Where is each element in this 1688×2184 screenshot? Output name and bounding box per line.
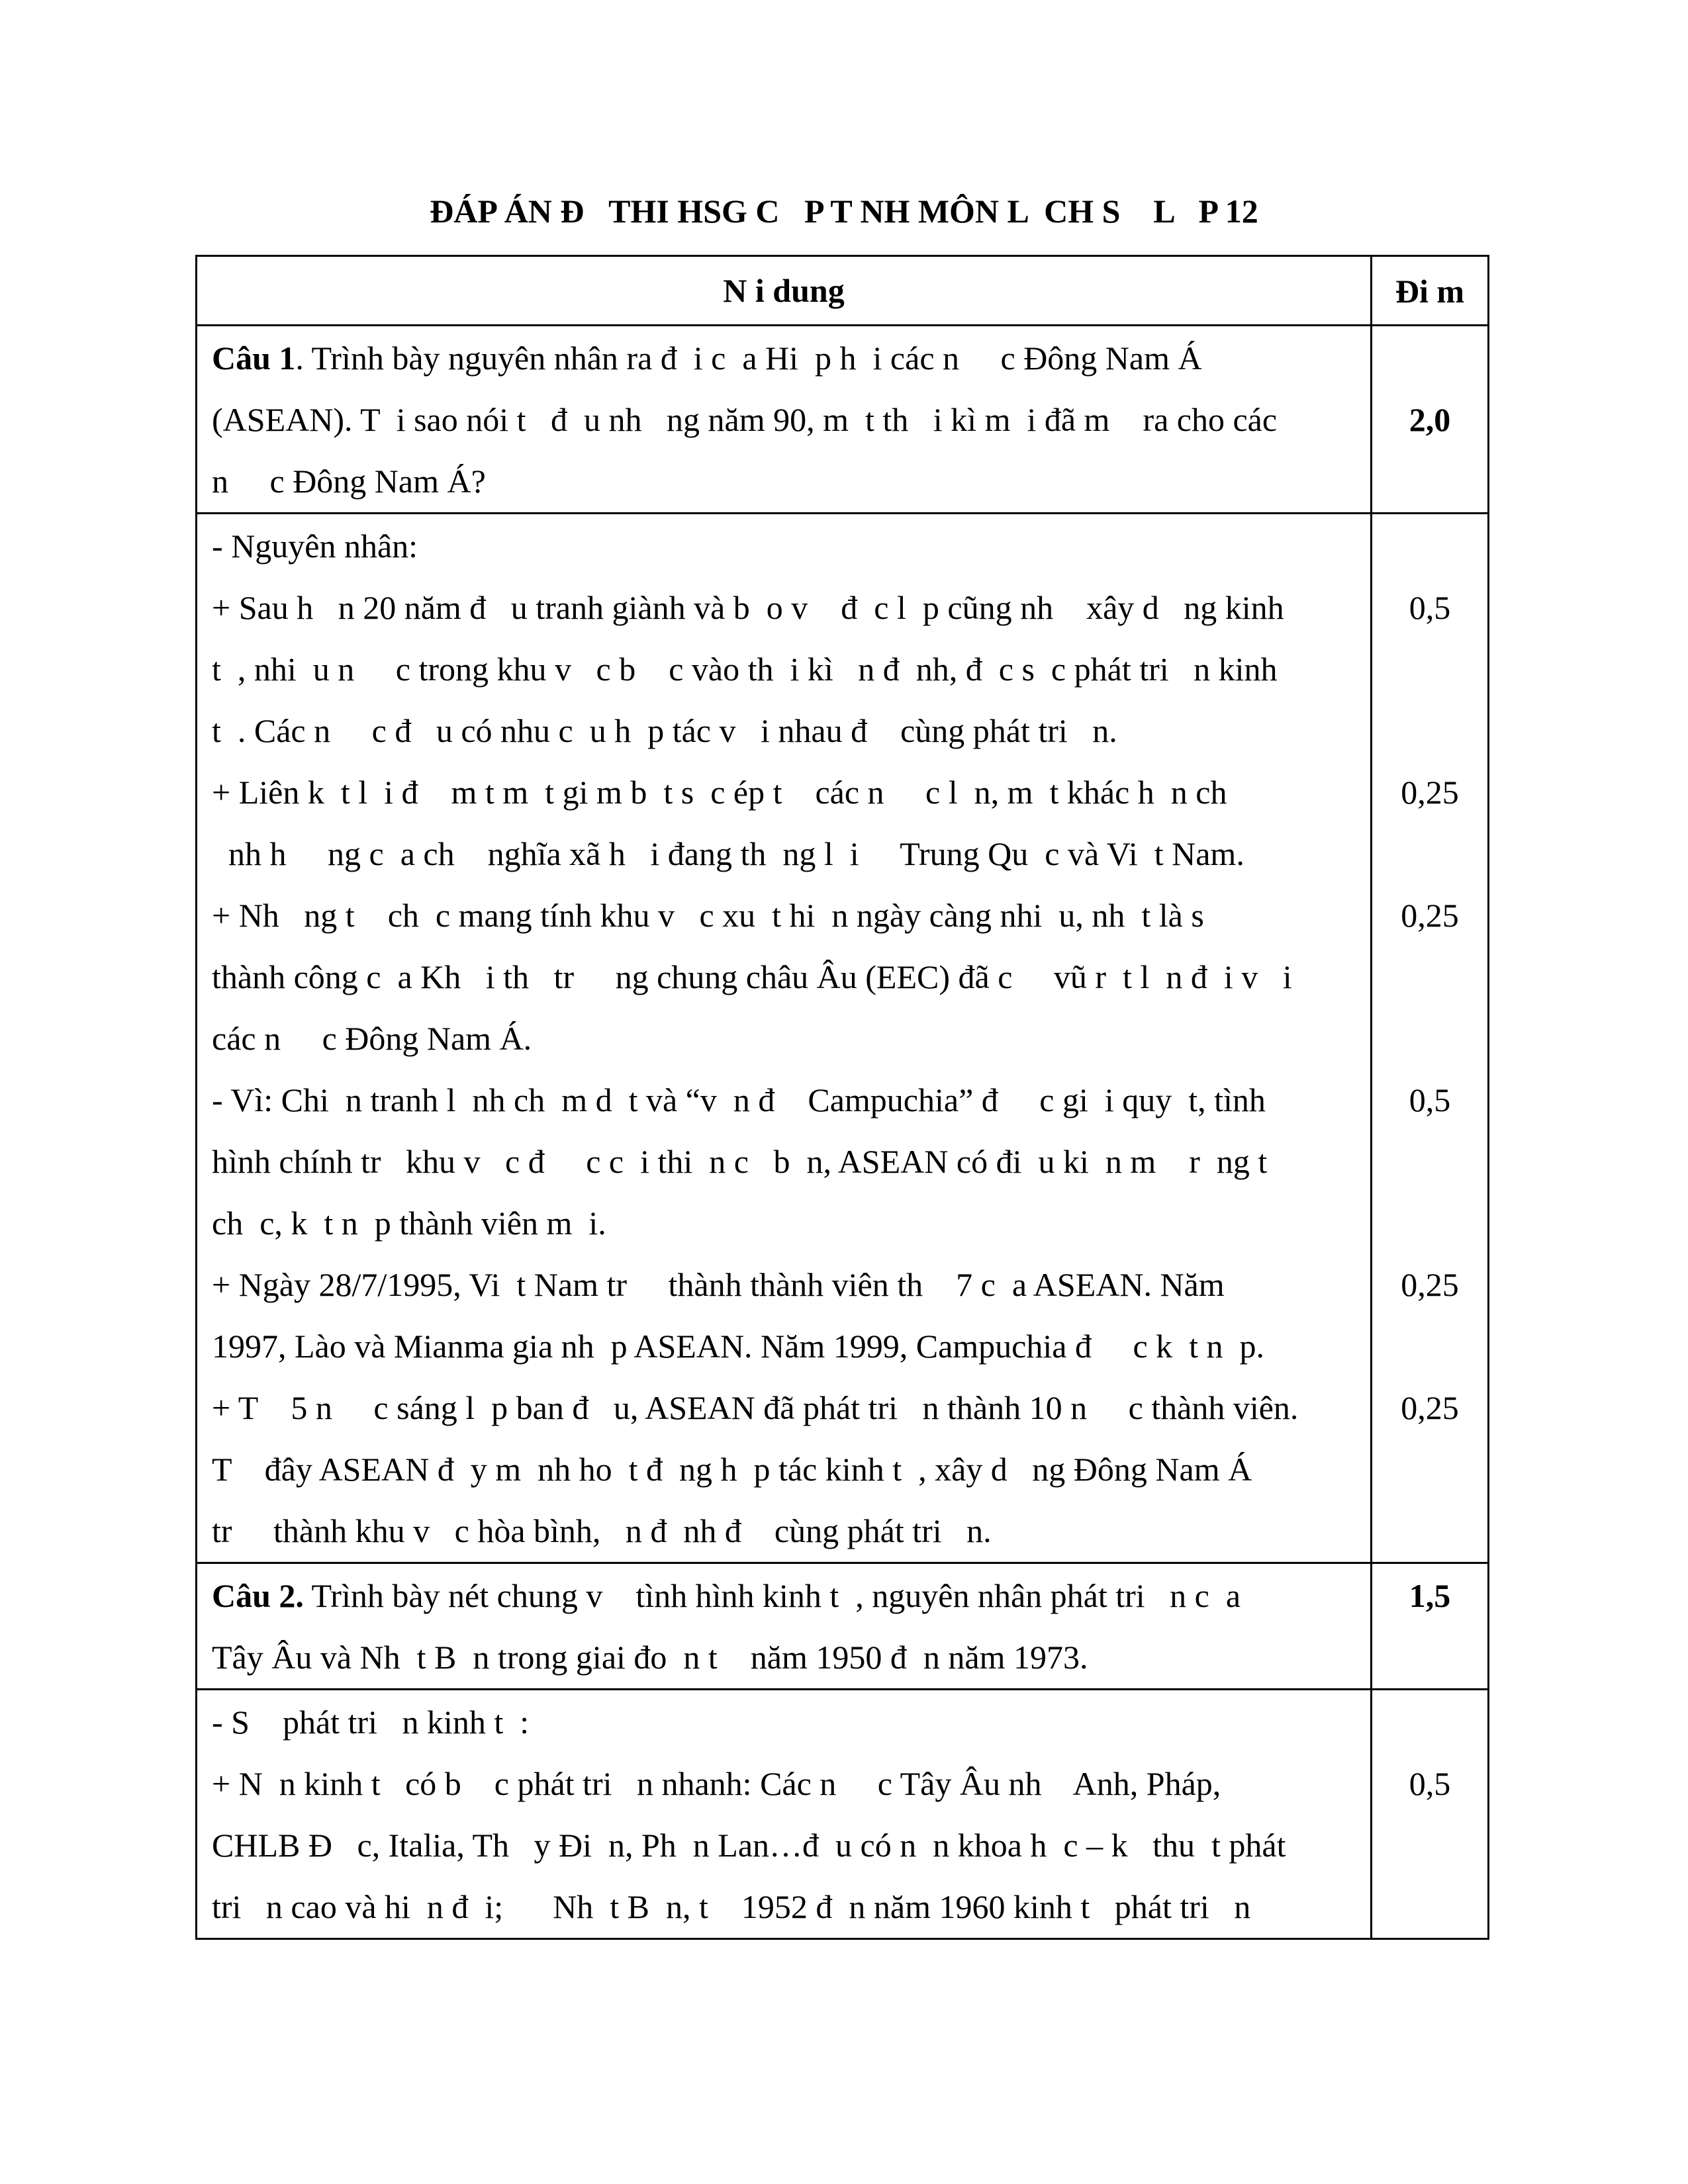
q1-line-1 — [212, 328, 1356, 389]
q2-line-1-text: Trình bày nét chung v tình hình kinh t , nguyên nhân phát tri n c a — [303, 1577, 1241, 1614]
answer-1-scores — [1372, 514, 1489, 1563]
q2-score: 1,5 — [1372, 1563, 1489, 1690]
a1-score-8 — [1372, 946, 1487, 1008]
a1-score-1 — [1372, 516, 1487, 577]
a1-line-5: + Liên k t l i đ m t m t gi m b t s c ép t các n c l n, m t khác h n ch — [212, 774, 1227, 811]
a2-line-1: - S phát tri n kinh t : — [212, 1704, 530, 1741]
answer-1-row — [197, 514, 1489, 1563]
answer-2-scores — [1372, 1690, 1489, 1939]
a1-line-4: t . Các n c đ u có nhu c u h p tác v i nhau đ cùng phát tri n. — [212, 712, 1117, 749]
a1-line-17: tr thành khu v c hòa bình, n đ nh đ cùng phát tri n. — [212, 1512, 992, 1549]
a1-line-6: nh h ng c a ch nghĩa xã h i đang th ng l i Trung Qu c và Vi t Nam. — [212, 835, 1244, 872]
a1-score-6 — [1372, 823, 1487, 885]
a1-line-16: T đây ASEAN đ y m nh ho t đ ng h p tác kinh t , xây d ng Đông Nam Á — [212, 1451, 1252, 1488]
answer-1-text — [197, 514, 1372, 1563]
answer-2-row — [197, 1690, 1489, 1939]
a1-score-17 — [1372, 1500, 1487, 1562]
a1-line-7: + Nh ng t ch c mang tính khu v c xu t hi n ngày càng nhi u, nh t là s — [212, 897, 1204, 934]
a1-score-14 — [1372, 1316, 1487, 1377]
q1-line-1-text: . Trình bày nguyên nhân ra đ i c a Hi p h i các n c Đông Nam Á — [295, 340, 1202, 377]
a1-score-2: 0,5 — [1409, 589, 1451, 626]
answer-table — [195, 255, 1489, 1940]
q2-label: Câu 2. — [212, 1577, 304, 1614]
q2-line-2: Tây Âu và Nh t B n trong giai đo n t năm 1950 đ n năm 1973. — [212, 1639, 1088, 1676]
a1-line-3: t , nhi u n c trong khu v c b c vào th i kì n đ nh, đ c s c phát tri n kinh — [212, 651, 1278, 688]
a1-score-15: 0,25 — [1401, 1389, 1459, 1426]
q1-line-2: (ASEAN). T i sao nói t đ u nh ng năm 90, m t th i kì m i đã m ra cho các — [212, 401, 1278, 438]
a1-line-12: ch c, k t n p thành viên m i. — [212, 1205, 606, 1242]
question-1-row — [197, 326, 1489, 514]
a1-score-5: 0,25 — [1401, 774, 1459, 811]
a1-line-15: + T 5 n c sáng l p ban đ u, ASEAN đã phát tri n thành 10 n c thành viên. — [212, 1389, 1299, 1426]
a2-line-4: tri n cao và hi n đ i; Nh t B n, t 1952 đ n năm 1960 kinh t phát tri n — [212, 1888, 1251, 1925]
page-title: ĐÁP ÁN Đ THI HSG C P T NH MÔN L CH S L P 12 — [430, 193, 1258, 230]
a1-score-7: 0,25 — [1401, 897, 1459, 934]
a1-score-12 — [1372, 1193, 1487, 1254]
a1-score-16 — [1372, 1439, 1487, 1500]
a1-score-3 — [1372, 639, 1487, 700]
a1-score-9 — [1372, 1008, 1487, 1069]
a1-line-9: các n c Đông Nam Á. — [212, 1020, 532, 1057]
a1-score-4 — [1372, 700, 1487, 762]
header-content: N i dung — [197, 256, 1372, 326]
a2-line-3: CHLB Đ c, Italia, Th y Đi n, Ph n Lan…đ u có n n khoa h c – k thu t phát — [212, 1827, 1286, 1864]
a2-score-1 — [1372, 1692, 1487, 1753]
q1-label: Câu 1 — [212, 340, 296, 377]
q2-line-1 — [212, 1565, 1356, 1627]
a1-line-2: + Sau h n 20 năm đ u tranh giành và b o v đ c l p cũng nh xây d ng kinh — [212, 589, 1284, 626]
question-1-text — [197, 326, 1372, 514]
a1-score-10: 0,5 — [1409, 1081, 1451, 1118]
question-2-text — [197, 1563, 1372, 1690]
a1-line-8: thành công c a Kh i th tr ng chung châu Âu (EEC) đã c vũ r t l n đ i v i — [212, 958, 1292, 995]
a2-score-3 — [1372, 1815, 1487, 1876]
a1-line-14: 1997, Lào và Mianma gia nh p ASEAN. Năm 1999, Campuchia đ c k t n p. — [212, 1328, 1265, 1365]
a1-line-10: - Vì: Chi n tranh l nh ch m d t và “v n đ Campuchia” đ c gi i quy t, tình — [212, 1081, 1266, 1118]
a1-line-13: + Ngày 28/7/1995, Vi t Nam tr thành thành viên th 7 c a ASEAN. Năm — [212, 1266, 1225, 1303]
answer-2-text — [197, 1690, 1372, 1939]
a1-score-11 — [1372, 1131, 1487, 1193]
a1-line-11: hình chính tr khu v c đ c c i thi n c b n, ASEAN có đi u ki n m r ng t — [212, 1143, 1268, 1180]
a2-score-2: 0,5 — [1409, 1765, 1451, 1802]
a1-line-1: - Nguyên nhân: — [212, 527, 418, 565]
header-score: Đi m — [1372, 256, 1489, 326]
a2-line-2: + N n kinh t có b c phát tri n nhanh: Các n c Tây Âu nh Anh, Pháp, — [212, 1765, 1221, 1802]
a1-score-13: 0,25 — [1401, 1266, 1459, 1303]
q1-line-3: n c Đông Nam Á? — [212, 463, 486, 500]
question-2-row — [197, 1563, 1489, 1690]
a2-score-4 — [1372, 1876, 1487, 1938]
table-header-row — [197, 256, 1489, 326]
q1-score: 2,0 — [1372, 326, 1489, 514]
